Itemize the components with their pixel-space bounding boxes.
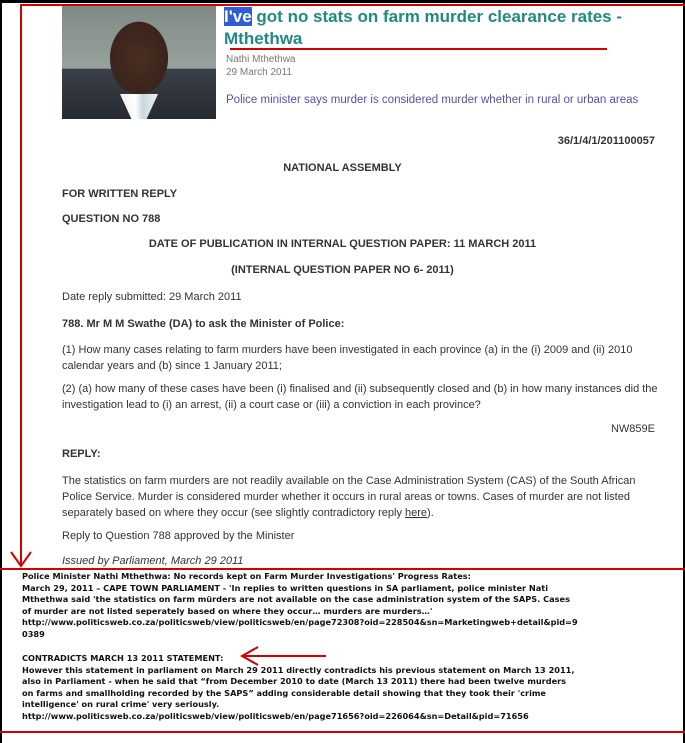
reply-heading: REPLY:: [62, 448, 101, 460]
author-photo: [62, 6, 216, 119]
date-submitted: Date reply submitted: 29 March 2011: [62, 291, 242, 303]
document-reference: 36/1/4/1/201100057: [557, 135, 655, 147]
reply-here-link[interactable]: here: [405, 507, 428, 519]
internal-question-paper: (INTERNAL QUESTION PAPER NO 6- 2011): [231, 264, 454, 276]
issued-line: Issued by Parliament, March 29 2011: [62, 555, 244, 567]
contradicts-heading: CONTRADICTS MARCH 13 2011 STATEMENT:: [22, 653, 224, 663]
question-number: QUESTION NO 788: [62, 213, 161, 225]
title-text[interactable]: got no stats on farm murder clearance rates - Mthethwa: [224, 7, 623, 48]
commentary-line: Mthethwa said 'the statistics on farm mürders are not available on the case administration system of the SAPS. Cases: [22, 594, 570, 605]
reply-paragraph: [62, 473, 667, 521]
commentary-block-2: [22, 653, 582, 723]
article-title[interactable]: [224, 6, 684, 50]
commentary-line: on farms and smallholding recorded by the SAPS” adding considerable detail showing that they took their 'crime: [22, 687, 546, 698]
article-date: 29 March 2011: [226, 67, 292, 78]
question-part-2: (2) (a) how many of these cases have been (i) finalised and (ii) subsequently closed and (b) in how many instances did the investigation lead to (i) an arrest, (ii) a court case or (iii) a conviction in each province?: [62, 383, 658, 411]
commentary-line: March 29, 2011 – CAPE TOWN PARLIAMENT - 'In replies to written questions in SA parliament, police minister Nati: [22, 582, 549, 593]
nw-code: NW859E: [610, 423, 655, 435]
down-arrow-icon: [9, 540, 33, 568]
reply-text: The statistics on farm murders are not readily available on the Case Administration System (CAS) of the South African Police Service. Murder is considered murder whether it occurs in rural areas or towns. Cases of murder are not listed separately based on where they occur (see slightly contradictory reply: [62, 475, 636, 519]
question-heading: 788. Mr M M Swathe (DA) to ask the Minister of Police:: [62, 318, 345, 330]
national-assembly-heading: NATIONAL ASSEMBLY: [283, 162, 402, 174]
commentary-block-1: [22, 571, 582, 641]
commentary-line: intelligence' on rural crime' very seriously.: [22, 699, 220, 710]
commentary-line: of murder are not listed seperately based on where they occur… murders are murders…': [22, 605, 433, 616]
commentary-url[interactable]: http://www.politicsweb.co.za/politicsweb/view/politicsweb/en/page72308?oid=228504&sn=Marketingweb+detail&pid=9: [22, 617, 578, 628]
photo-shirt-collar: [120, 94, 158, 119]
commentary-url-continued[interactable]: 0389: [22, 628, 45, 639]
outer-border-left: [0, 0, 2, 743]
article-lede: Police minister says murder is considered murder whether in rural or urban areas: [226, 94, 639, 106]
article-author: Nathi Mthethwa: [226, 54, 296, 65]
commentary-line: also in Parliament - when he said that “from December 2010 to date (March 13 2011) there had been twelve murders: [22, 676, 567, 687]
title-selected-text[interactable]: I've: [224, 7, 252, 26]
approved-line: Reply to Question 788 approved by the Minister: [62, 530, 295, 542]
commentary-line: Police Minister Nathi Mthethwa: No records kept on Farm Murder Investigations' Progress Rates:: [22, 571, 471, 581]
red-bottom-line: [0, 731, 685, 733]
outer-border-top: [0, 0, 685, 3]
commentary-line: However this statement in parliament on March 29 2011 directly contradicts his previous statement on March 13 2011,: [22, 664, 575, 675]
for-written-reply: FOR WRITTEN REPLY: [62, 188, 178, 200]
question-part-1: (1) How many cases relating to farm murders have been investigated in each province (a) in the (i) 2009 and (ii) 2010 calendar years and (b) since 1 January 2011;: [62, 344, 633, 372]
publication-date: DATE OF PUBLICATION IN INTERNAL QUESTION PAPER: 11 MARCH 2011: [148, 238, 537, 250]
reply-end: ).: [427, 507, 434, 519]
red-divider-line: [0, 568, 685, 570]
commentary-url[interactable]: http://www.politicsweb.co.za/politicsweb/view/politicsweb/en/page71656?oid=226064&sn=Detail&pid=71656: [22, 710, 529, 721]
